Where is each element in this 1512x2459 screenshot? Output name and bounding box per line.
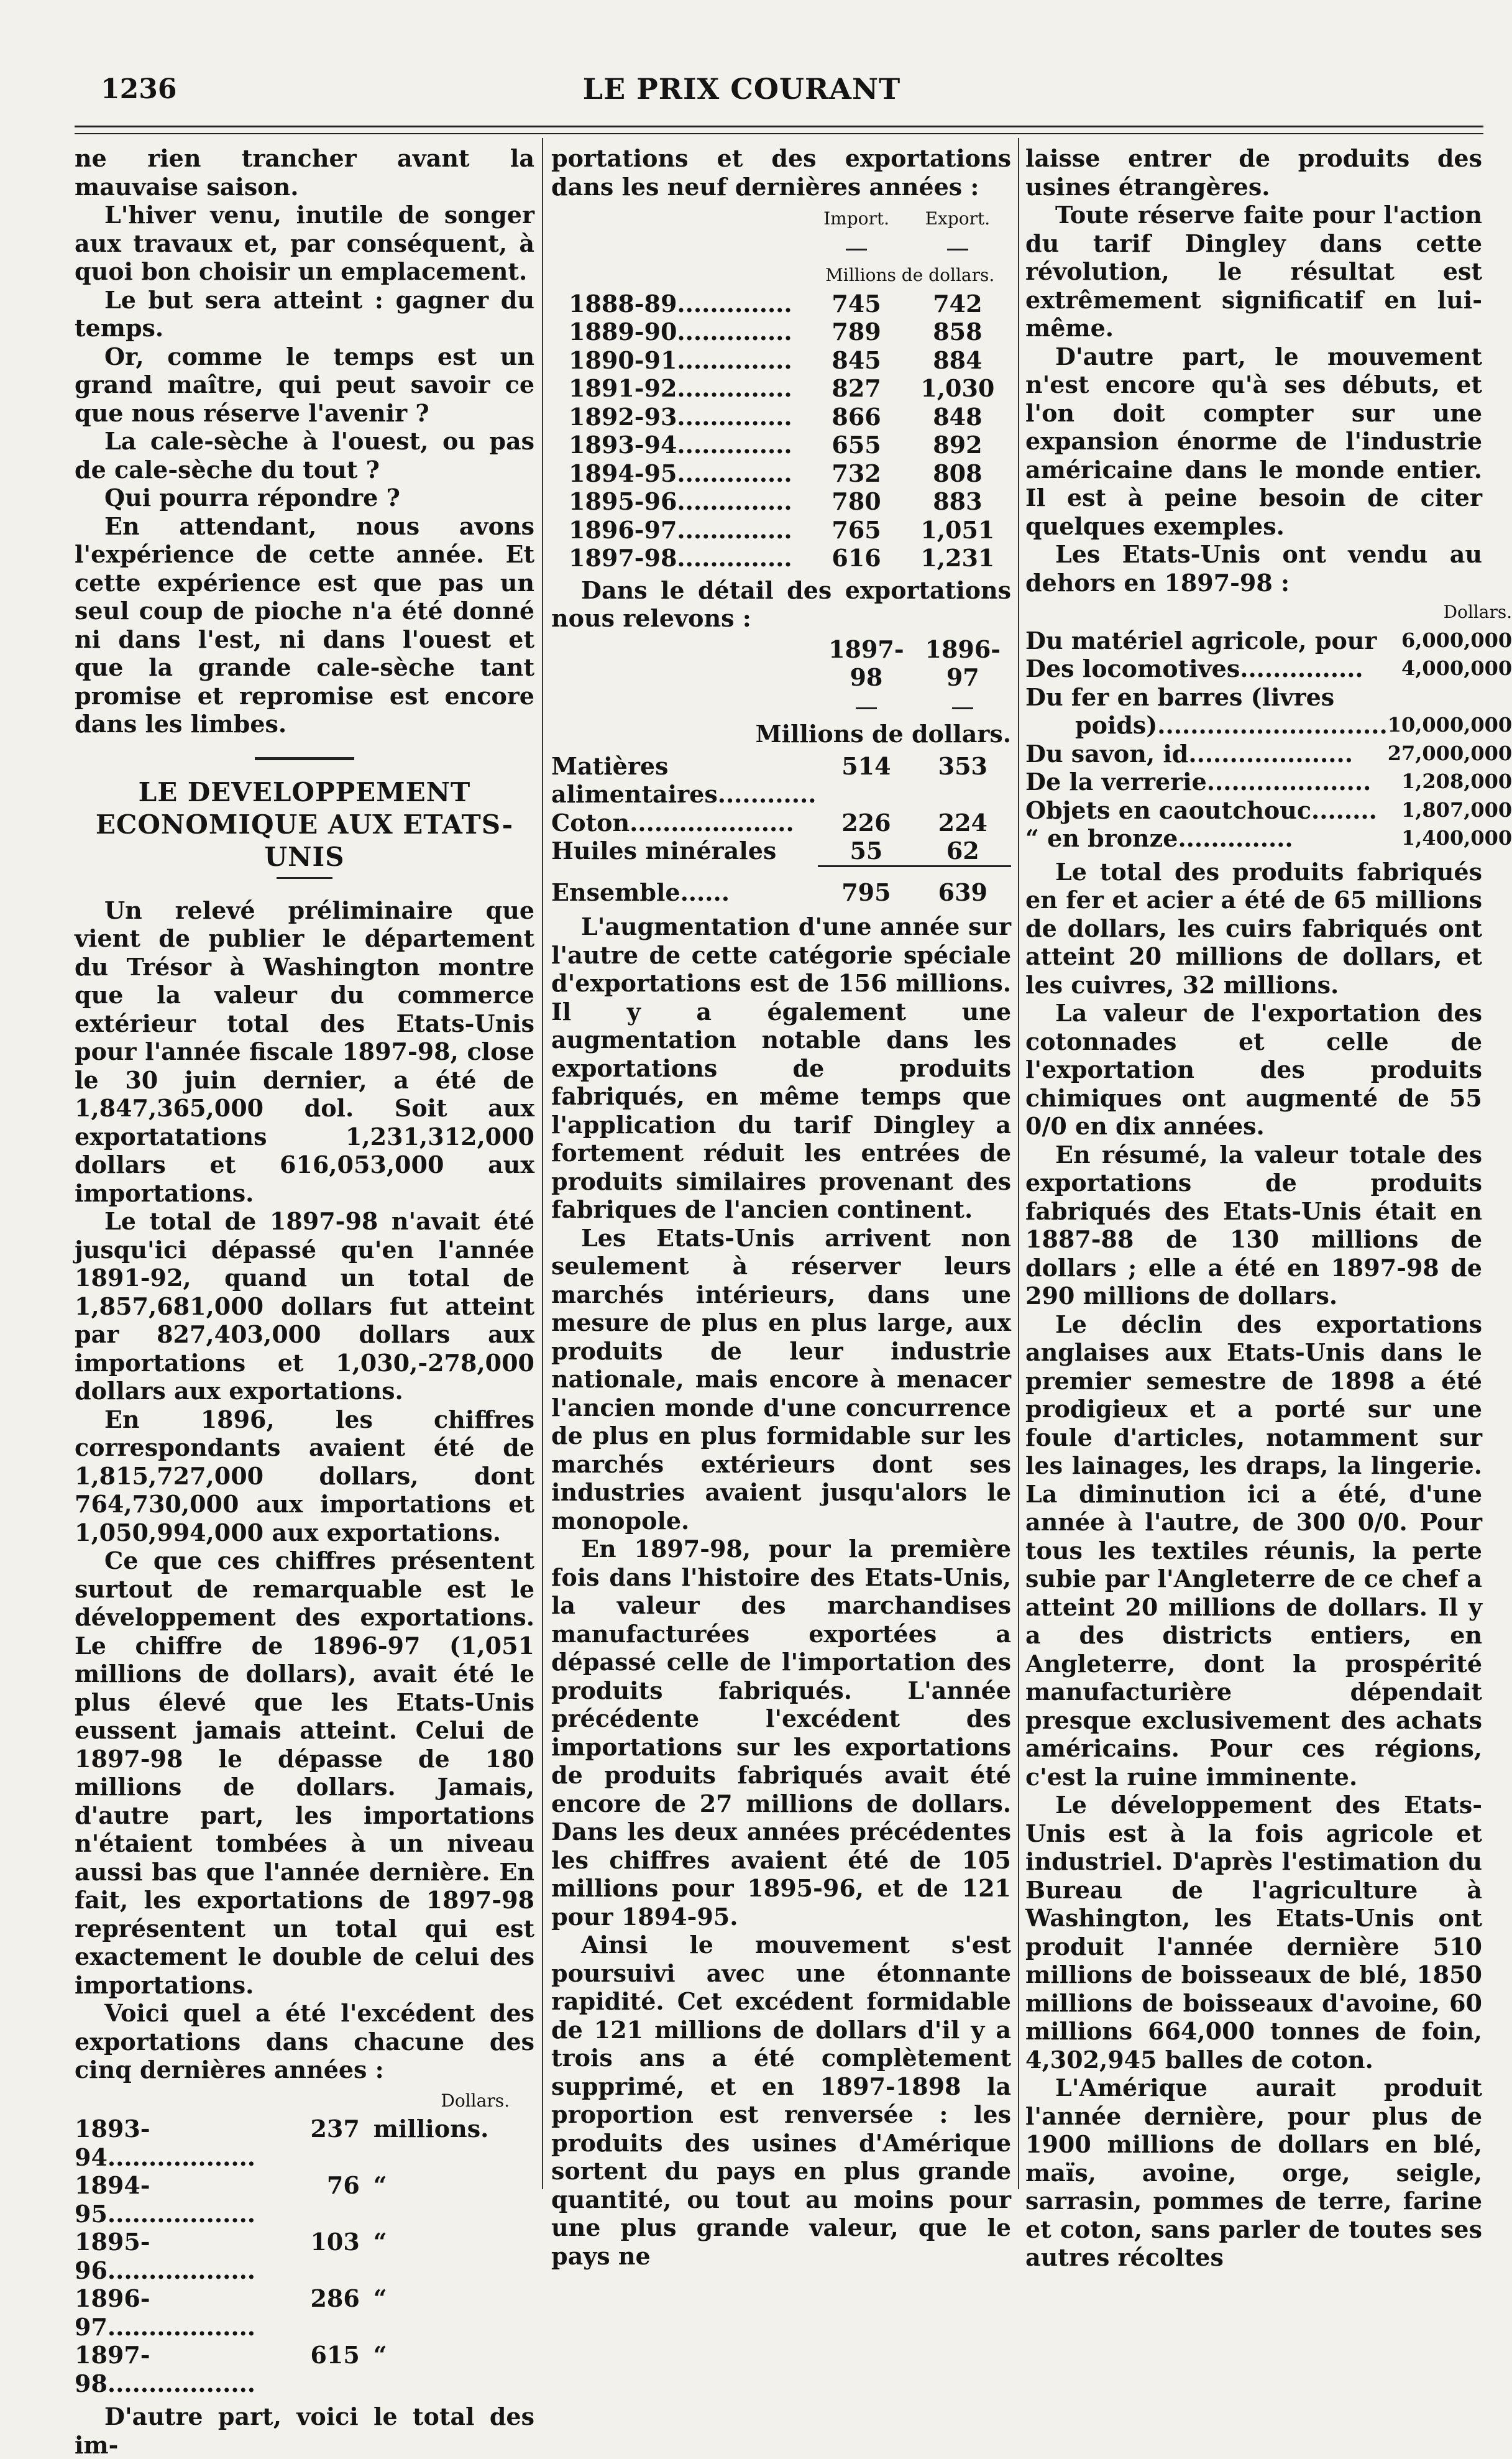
- sales-table: [1025, 598, 1512, 853]
- leader-dots: ..............: [677, 289, 792, 318]
- value-cell: 103: [310, 2228, 360, 2256]
- paragraph: ne rien trancher avant la mauvaise saison.: [75, 144, 534, 201]
- leader-dots: ............................: [1157, 711, 1388, 739]
- paragraph: Un relevé préliminaire que vient de publier le département du Trésor à Washington montre que la valeur du commerce extérieur total des Etats-Unis pour l'année fiscale 1897-98, close le 30 juin dernier, a été de 1,847,365,000 dol. Soit aux exportatations 1,231,312,000 dollars et 616,053,000 aux importations.: [75, 896, 534, 1207]
- value-cell: 237: [310, 2115, 360, 2143]
- export-value: 1,030: [920, 374, 995, 402]
- import-value: 765: [832, 515, 881, 544]
- year-label: 1894-95: [569, 459, 677, 487]
- leader-dots: ......: [680, 878, 730, 906]
- leader-dots: ..................: [107, 2256, 256, 2284]
- table-row: [551, 837, 1011, 866]
- total-value: 639: [938, 878, 987, 906]
- value-cell: 353: [938, 751, 987, 780]
- unit-cell: “: [373, 2171, 387, 2199]
- leader-dots: ..............: [677, 459, 792, 487]
- table-row: [551, 544, 1011, 572]
- leader-dots: ....................: [630, 808, 794, 837]
- item-label: poids): [1075, 711, 1158, 739]
- value-cell: 286: [310, 2284, 360, 2312]
- item-label: Des locomotives: [1025, 655, 1240, 683]
- value-cell: 62: [946, 837, 979, 865]
- table-row: [1025, 824, 1512, 853]
- value-cell: 55: [850, 837, 883, 865]
- column-3: [1025, 144, 1512, 2272]
- header-dash: [915, 692, 1011, 720]
- value-cell: 76: [326, 2171, 360, 2199]
- article-heading: LE DEVELOPPEMENT ECONOMIQUE AUX ETATS-UNIS: [95, 776, 514, 872]
- year-label: 1895-96: [569, 487, 677, 515]
- table-row: [551, 318, 1011, 346]
- year-label: 1895-96: [75, 2228, 150, 2284]
- import-value: 780: [832, 487, 881, 515]
- column-header-export: Export.: [925, 208, 991, 229]
- export-value: 1,231: [920, 544, 995, 572]
- leader-dots: ..............: [677, 402, 792, 431]
- export-value: 742: [933, 289, 983, 318]
- paragraph: Qui pourra répondre ?: [104, 484, 400, 512]
- column-header-import: Import.: [823, 208, 890, 229]
- leader-dots: ....................: [1206, 768, 1372, 796]
- item-label: De la verrerie: [1025, 768, 1207, 796]
- table-row: [1025, 768, 1512, 796]
- leader-dots: ..............: [677, 544, 792, 572]
- column-divider: [1018, 138, 1019, 2189]
- year-label: 1893-94: [75, 2115, 150, 2171]
- leader-dots: ..................: [107, 2312, 256, 2341]
- item-label: Du savon, id: [1025, 739, 1189, 768]
- unit-label: Millions de dollars.: [825, 265, 995, 285]
- import-value: 827: [832, 374, 881, 402]
- value-cell: [1388, 683, 1512, 712]
- item-label: “ en bronze: [1025, 824, 1178, 852]
- leader-dots: ..............: [677, 346, 792, 374]
- leader-dots: ..................: [107, 2143, 256, 2171]
- export-value: 1,051: [920, 515, 995, 544]
- header-dash: [904, 233, 1011, 262]
- unit-cell: “: [373, 2341, 387, 2369]
- import-value: 732: [832, 459, 881, 487]
- table-row: [551, 374, 1011, 403]
- year-label: 1889-90: [569, 318, 677, 346]
- heading-rule: [277, 877, 332, 879]
- value-cell: 27,000,000: [1387, 741, 1512, 765]
- total-label: Ensemble: [551, 878, 680, 906]
- paragraph: Le total des produits fabriqués en fer et acier a été de 65 millions de dollars, les cuirs fabriqués ont atteint 20 millions de dollars, et les cuivres, 32 millions.: [1025, 857, 1482, 999]
- export-value: 808: [933, 459, 983, 487]
- leader-dots: ............: [717, 780, 817, 808]
- header-rule-thin: [75, 133, 1483, 134]
- paragraph: portations et des exportations dans les neuf dernières années :: [551, 144, 1011, 201]
- paragraph: En 1896, les chiffres correspondants avaient été de 1,815,727,000 dollars, dont 764,730,000 aux importations et 1,050,994,000 aux exportations.: [75, 1405, 534, 1547]
- paragraph: En attendant, nous avons l'expérience de cette année. Et cette expérience est que pas un seul coup de pioche n'a été donné ni dans l'est, ni dans l'ouest et que la grande cale-sèche tant promise et repromise est encore dans les limbes.: [75, 512, 534, 738]
- export-value: 848: [933, 402, 983, 431]
- table-row: [1025, 627, 1512, 655]
- header-dash: [809, 233, 904, 262]
- table-row: [551, 290, 1011, 318]
- total-value: 795: [841, 878, 891, 906]
- leader-dots: ..............: [677, 431, 792, 459]
- year-label: 1890-91: [569, 346, 677, 374]
- export-value: 884: [933, 346, 983, 374]
- value-cell: 10,000,000: [1387, 713, 1512, 737]
- unit-cell: millions.: [373, 2115, 489, 2143]
- table-row: [551, 809, 1011, 837]
- value-cell: 226: [841, 808, 891, 837]
- paragraph: En 1897-98, pour la première fois dans l'histoire des Etats-Unis, la valeur des marchandises manufacturées exportées a dépassé celle de l'importation des produits fabriqués. L'année précédente l'excédent des importations sur les exportations de produits fabriqués avait été encore de 27 millions de dollars. Dans les deux années précédentes les chiffres avaient été de 105 millions pour 1895-96, et de 121 pour 1894-95.: [551, 1535, 1011, 1931]
- year-label: 1893-94: [569, 431, 677, 459]
- leader-dots: ..............: [677, 374, 792, 402]
- paragraph: En résumé, la valeur totale des exportations de produits fabriqués des Etats-Unis était en 1887-88 de 130 millions de dollars ; elle a été en 1897-98 de 290 millions de dollars.: [1025, 1140, 1482, 1310]
- table-row: [1025, 655, 1512, 683]
- item-label: Du matériel agricole, pour: [1025, 626, 1377, 655]
- export-value: 858: [933, 318, 983, 346]
- table-row: [1025, 796, 1512, 825]
- running-title: LE PRIX COURANT: [582, 72, 901, 106]
- value-cell: 1,807,000: [1401, 797, 1512, 822]
- table-row: [551, 346, 1011, 375]
- paragraph: Le but sera atteint : gagner du temps.: [75, 285, 534, 342]
- column-header-year: 1897-98: [828, 635, 904, 691]
- leader-dots: ..............: [677, 515, 792, 544]
- unit-label: Millions de dollars.: [755, 720, 1011, 748]
- export-value: 883: [933, 487, 983, 515]
- value-cell: 1,400,000: [1401, 826, 1512, 850]
- import-value: 616: [832, 544, 881, 572]
- leader-dots: ....................: [1188, 739, 1353, 768]
- year-label: 1892-93: [569, 402, 677, 431]
- year-label: 1896-97: [75, 2284, 150, 2341]
- year-label: 1897-98: [75, 2341, 150, 2397]
- paragraph: La valeur de l'exportation des cotonnades et celle de l'exportation des produits chimiques ont augmenté de 55 0/0 en dix années.: [1025, 999, 1482, 1140]
- table-row: [75, 2284, 534, 2341]
- leader-dots: ..................: [107, 2369, 256, 2397]
- table-row: [551, 431, 1011, 459]
- total-row: [551, 878, 1011, 907]
- category-label: Huiles minérales: [551, 837, 777, 865]
- table-row: [75, 2115, 534, 2171]
- table-row: [551, 459, 1011, 488]
- column-header-year: 1896-97: [925, 635, 1001, 691]
- excedent-table: [75, 2087, 534, 2398]
- table-row: [551, 487, 1011, 516]
- leader-dots: ........: [1311, 796, 1377, 824]
- paragraph: D'autre part, voici le total des im-: [75, 2402, 534, 2459]
- paragraph: Dans le détail des exportations nous relevons :: [551, 576, 1011, 632]
- import-value: 845: [832, 346, 881, 374]
- table-row: [75, 2341, 534, 2397]
- value-cell: 514: [841, 751, 891, 780]
- paragraph: Les Etats-Unis ont vendu au dehors en 1897-98 :: [1025, 540, 1482, 597]
- paragraph: Ce que ces chiffres présentent surtout de remarquable est le développement des exportations. Le chiffre de 1896-97 (1,051 millions de dollars), avait été le plus élevé que les Etats-Unis eussent jamais atteint. Celui de 1897-98 le dépasse de 180 millions de dollars. Jamais, d'autre part, les importations n'étaient tombées à un niveau aussi bas que l'année dernière. En fait, les exportations de 1897-98 représentent un total qui est exactement le double de celui des importations.: [75, 1547, 534, 1999]
- table-row: [1025, 683, 1512, 712]
- value-cell: 4,000,000: [1401, 656, 1512, 680]
- import-value: 866: [832, 402, 881, 431]
- paragraph: Voici quel a été l'excédent des exportations dans chacune des cinq dernières années :: [75, 1999, 534, 2084]
- paragraph: Le déclin des exportations anglaises aux Etats-Unis dans le premier semestre de 1898 a été prodigieux et a porté sur une foule d'articles, notamment sur les lainages, les draps, la lingerie. La diminution ici a été, d'une année à l'autre, de 300 0/0. Pour tous les textiles réunis, la perte subie par l'Angleterre de ce chef a atteint 20 millions de dollars. Il y a des districts entiers, en Angleterre, dont la prospérité manufacturière dépendait presque exclusivement des achats américains. Pour ces régions, c'est la ruine imminente.: [1025, 1310, 1482, 1791]
- paragraph: Le total de 1897-98 n'avait été jusqu'ici dépassé qu'en l'année 1891-92, quand un total de 1,857,681,000 dollars fut atteint par 827,403,000 dollars aux importations et 1,030,-278,000 dollars aux exportations.: [75, 1207, 534, 1405]
- paragraph: Les Etats-Unis arrivent non seulement à réserver leurs marchés intérieurs, dans une mesure de plus en plus large, aux produits de leur industrie nationale, mais encore à menacer l'ancien monde d'une concurrence de plus en plus formidable sur les marchés extérieurs dont ses industries avaient jusqu'alors le monopole.: [551, 1223, 1011, 1535]
- import-value: 655: [832, 431, 881, 459]
- paragraph: laisse entrer de produits des usines étrangères.: [1025, 144, 1482, 201]
- paragraph: Le développement des Etats-Unis est à la fois agricole et industriel. D'après l'estimation du Bureau de l'agriculture à Washington, les Etats-Unis ont produit l'année dernière 510 millions de boisseaux de blé, 1850 millions de boisseaux d'avoine, 60 millions 664,000 tonnes de foin, 4,302,945 balles de coton.: [1025, 1791, 1482, 2074]
- year-label: 1894-95: [75, 2171, 150, 2228]
- section-separator: [255, 757, 354, 760]
- table-row: [1025, 711, 1512, 740]
- paragraph: Or, comme le temps est un grand maître, qui peut savoir ce que nous réserve l'avenir ?: [75, 342, 534, 427]
- paragraph: La cale-sèche à l'ouest, ou pas de cale-sèche du tout ?: [75, 427, 534, 484]
- year-label: 1897-98: [569, 544, 677, 572]
- unit-cell: “: [373, 2284, 387, 2312]
- import-value: 789: [832, 318, 881, 346]
- paragraph: D'autre part, le mouvement n'est encore qu'à ses débuts, et l'on doit compter sur une expansion énorme de l'industrie américaine dans le monde entier. Il est à peine besoin de citer quelques exemples.: [1025, 342, 1482, 540]
- export-value: 892: [933, 431, 983, 459]
- unit-label: Dollars.: [1443, 602, 1512, 622]
- header-rule: [75, 126, 1483, 127]
- column-divider: [542, 138, 543, 2189]
- table-row: [551, 752, 1011, 809]
- column-2: [551, 144, 1011, 2270]
- leader-dots: ..............: [677, 487, 792, 515]
- unit-label: Dollars.: [441, 2090, 510, 2111]
- trade-table: [551, 205, 1011, 572]
- import-value: 745: [832, 289, 881, 318]
- table-row: [1025, 740, 1512, 768]
- table-row: [75, 2171, 534, 2228]
- value-cell: 1,208,000: [1401, 770, 1512, 793]
- item-label: Objets en caoutchouc: [1025, 796, 1311, 824]
- header-dash: [818, 692, 914, 720]
- paragraph: L'Amérique aurait produit l'année dernière, pour plus de 1900 millions de dollars en blé, maïs, avoine, orge, seigle, sarrasin, pommes de terre, farine et coton, sans parler de toutes ses autres récoltes: [1025, 2074, 1482, 2271]
- unit-cell: “: [373, 2228, 387, 2256]
- paragraph: Ainsi le mouvement s'est poursuivi avec une étonnante rapidité. Cet excédent formidable de 121 millions de dollars d'il y a trois ans a été complètement supprimé, et en 1897-1898 la proportion est renversée : les produits des usines d'Amérique sortent du pays en plus grande quantité, ou tout au moins pour une plus grande valeur, que le pays ne: [551, 1931, 1011, 2270]
- paragraph: L'augmentation d'une année sur l'autre de cette catégorie spéciale d'exportations est de 156 millions. Il y a également une augmentation notable dans les exportations de produits fabriqués, en même temps que l'application du tarif Dingley a fortement réduit les entrées de produits similaires provenant des fabriques de l'ancien continent.: [551, 912, 1011, 1223]
- table-row: [551, 516, 1011, 545]
- category-label: Matières alimentaires: [551, 751, 718, 808]
- paragraph: Toute réserve faite pour l'action du tarif Dingley dans cette révolution, le résultat est extrêmement significatif en lui-même.: [1025, 201, 1482, 342]
- column-1: [75, 144, 534, 2459]
- paragraph: L'hiver venu, inutile de songer aux travaux et, par conséquent, à quoi bon choisir un emplacement.: [75, 201, 534, 285]
- category-label: Coton: [551, 808, 630, 837]
- value-cell: 615: [310, 2341, 360, 2369]
- year-label: 1896-97: [569, 515, 677, 544]
- table-row: [75, 2228, 534, 2284]
- leader-dots: ..............: [1178, 824, 1293, 852]
- value-cell: 224: [938, 808, 987, 837]
- leader-dots: ..............: [677, 318, 792, 346]
- item-label: Du fer en barres (livres: [1025, 683, 1335, 711]
- value-cell: 6,000,000: [1401, 628, 1512, 652]
- year-label: 1888-89: [569, 289, 677, 318]
- leader-dots: ..................: [107, 2199, 256, 2228]
- year-label: 1891-92: [569, 374, 677, 402]
- leader-dots: ...............: [1240, 655, 1363, 683]
- page-number: 1236: [101, 73, 177, 105]
- detail-table: [551, 635, 1011, 907]
- table-row: [551, 403, 1011, 431]
